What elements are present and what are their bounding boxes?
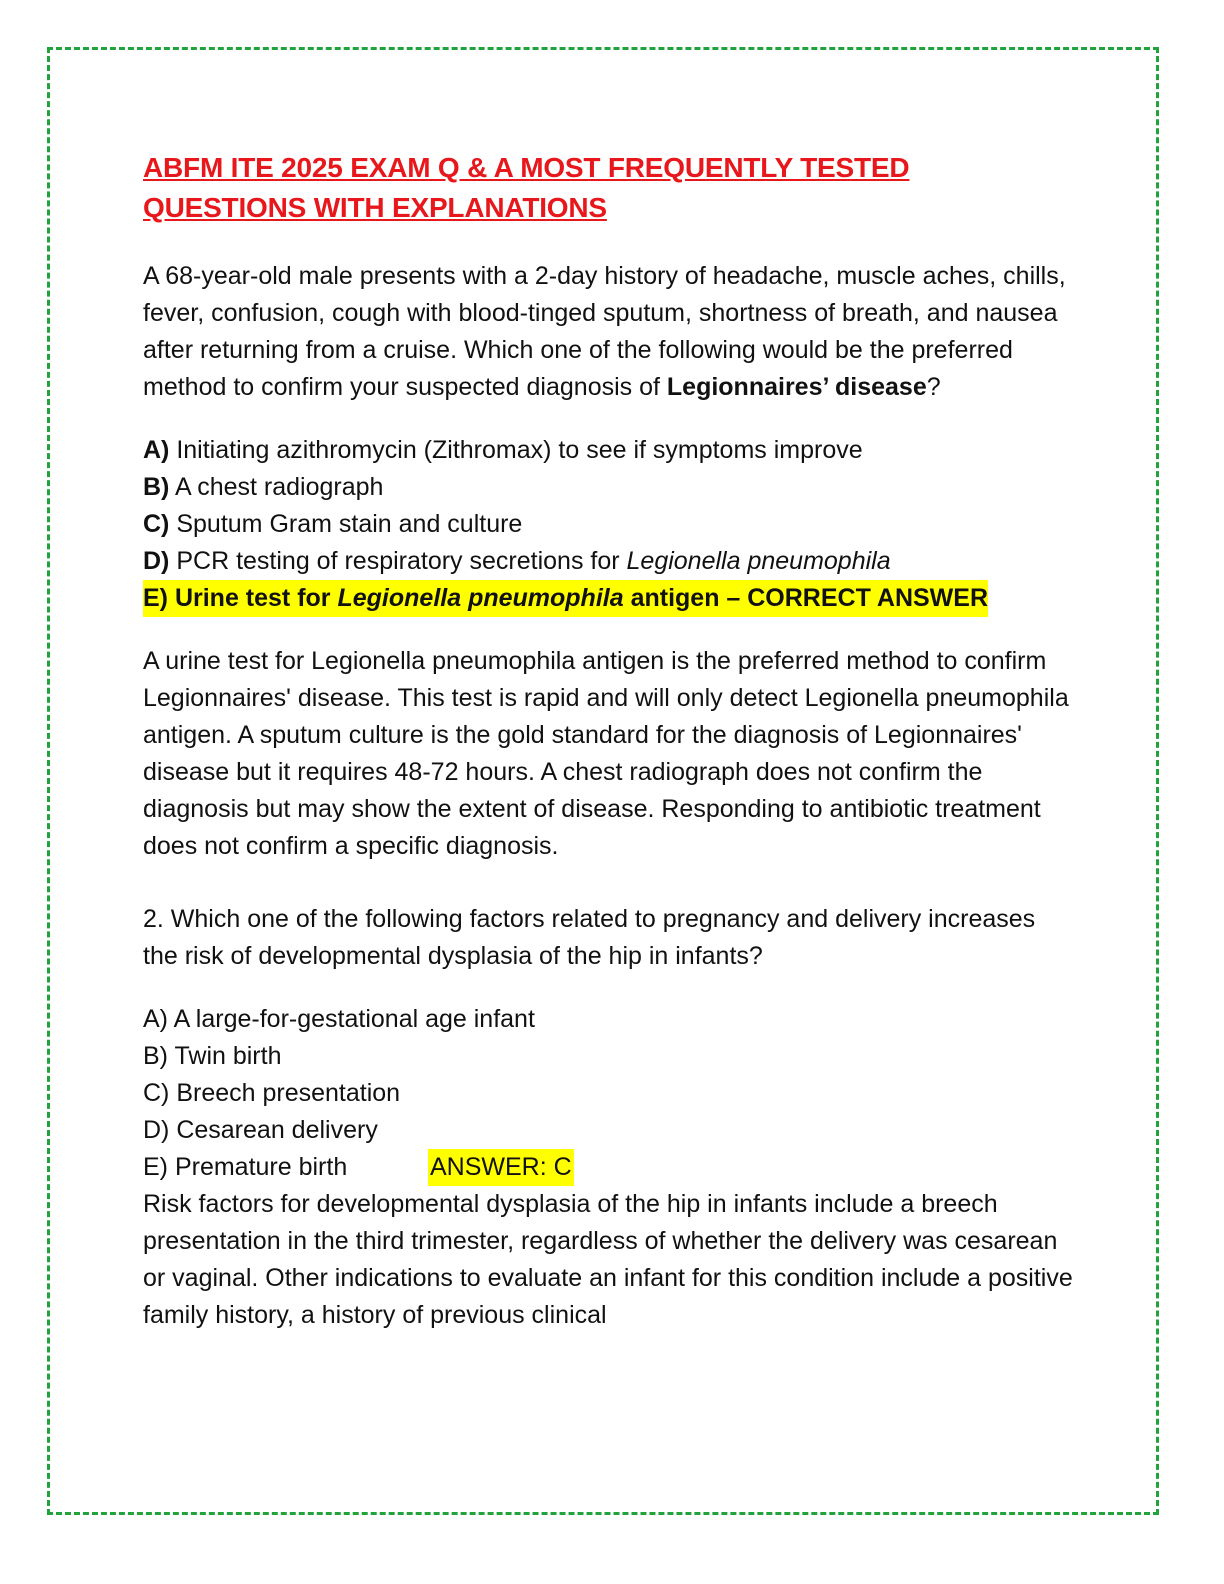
q1-option-b <box>143 469 1073 506</box>
question-1-explanation: A urine test for Legionella pneumophila antigen is the preferred method to confirm Legionnaires' disease. This test is rapid and will only detect Legionella pneumophila antigen. A sputum culture is the gold standard for the diagnosis of Legionnaires' disease but it requires 48-72 hours. A chest radiograph does not confirm the diagnosis but may show the extent of disease. Responding to antibiotic treatment does not confirm a specific diagnosis. <box>143 647 1069 860</box>
question-1-stem <box>143 258 1073 406</box>
q1-option-e <box>143 580 1073 617</box>
q2-option-c: C) Breech presentation <box>143 1079 401 1107</box>
title-line-1: ABFM ITE 2025 EXAM Q & A MOST FREQUENTLY TESTED <box>143 152 910 183</box>
q2-option-d: D) Cesarean delivery <box>143 1116 378 1144</box>
q2-option-e: E) Premature birth <box>143 1153 348 1181</box>
q2-option-b: B) Twin birth <box>143 1042 282 1070</box>
q1-option-e-pre: E) Urine test for <box>143 584 338 612</box>
q1-option-d-letter: D) <box>143 547 170 575</box>
question-1-stem-end: ? <box>926 373 941 401</box>
q1-option-c-letter: C) <box>143 510 170 538</box>
question-2-stem: 2. Which one of the following factors related to pregnancy and delivery increases the risk of developmental dysplasia of the hip in infants? <box>143 905 1036 970</box>
q1-option-a-text: Initiating azithromycin (Zithromax) to see if symptoms improve <box>169 436 863 464</box>
title-line-2: QUESTIONS WITH EXPLANATIONS <box>143 192 607 223</box>
q2-option-e-row <box>143 1149 1073 1186</box>
q1-correct-answer-highlight <box>143 580 988 617</box>
q1-option-a-letter: A) <box>143 436 170 464</box>
q1-option-d-italic: Legionella pneumophila <box>626 547 891 575</box>
document-title <box>143 148 1073 228</box>
q1-option-c-text: Sputum Gram stain and culture <box>169 510 523 538</box>
question-1-stem-bold: Legionnaires’ disease <box>666 373 927 401</box>
spacer <box>143 865 1073 901</box>
question-1-options <box>143 432 1073 617</box>
q1-option-e-italic: Legionella pneumophila <box>337 584 624 612</box>
q2-option-a: A) A large-for-gestational age infant <box>143 1005 535 1033</box>
question-2-options <box>143 1001 1073 1186</box>
q2-answer-badge: ANSWER: C <box>428 1149 574 1186</box>
q1-option-d <box>143 543 1073 580</box>
question-1-stem-text: A 68-year-old male presents with a 2-day history of headache, muscle aches, chills, fever, confusion, cough with blood-tinged sputum, shortness of breath, and nausea after returning from a cruise. Which one of the following would be the preferred method to confirm your suspected diagnosis of <box>143 262 1066 401</box>
q1-option-c <box>143 506 1073 543</box>
document-body <box>143 148 1073 1334</box>
q1-option-b-text: A chest radiograph <box>169 473 384 501</box>
q1-option-b-letter: B) <box>143 473 170 501</box>
q1-option-e-post: antigen – CORRECT ANSWER <box>623 584 988 612</box>
q1-option-a <box>143 432 1073 469</box>
question-2-explanation: Risk factors for developmental dysplasia of the hip in infants include a breech presentation in the third trimester, regardless of whether the delivery was cesarean or vaginal. Other indications to evaluate an infant for this condition include a positive family history, a history of previous clinical <box>143 1190 1073 1329</box>
q1-option-d-text: PCR testing of respiratory secretions for <box>169 547 627 575</box>
